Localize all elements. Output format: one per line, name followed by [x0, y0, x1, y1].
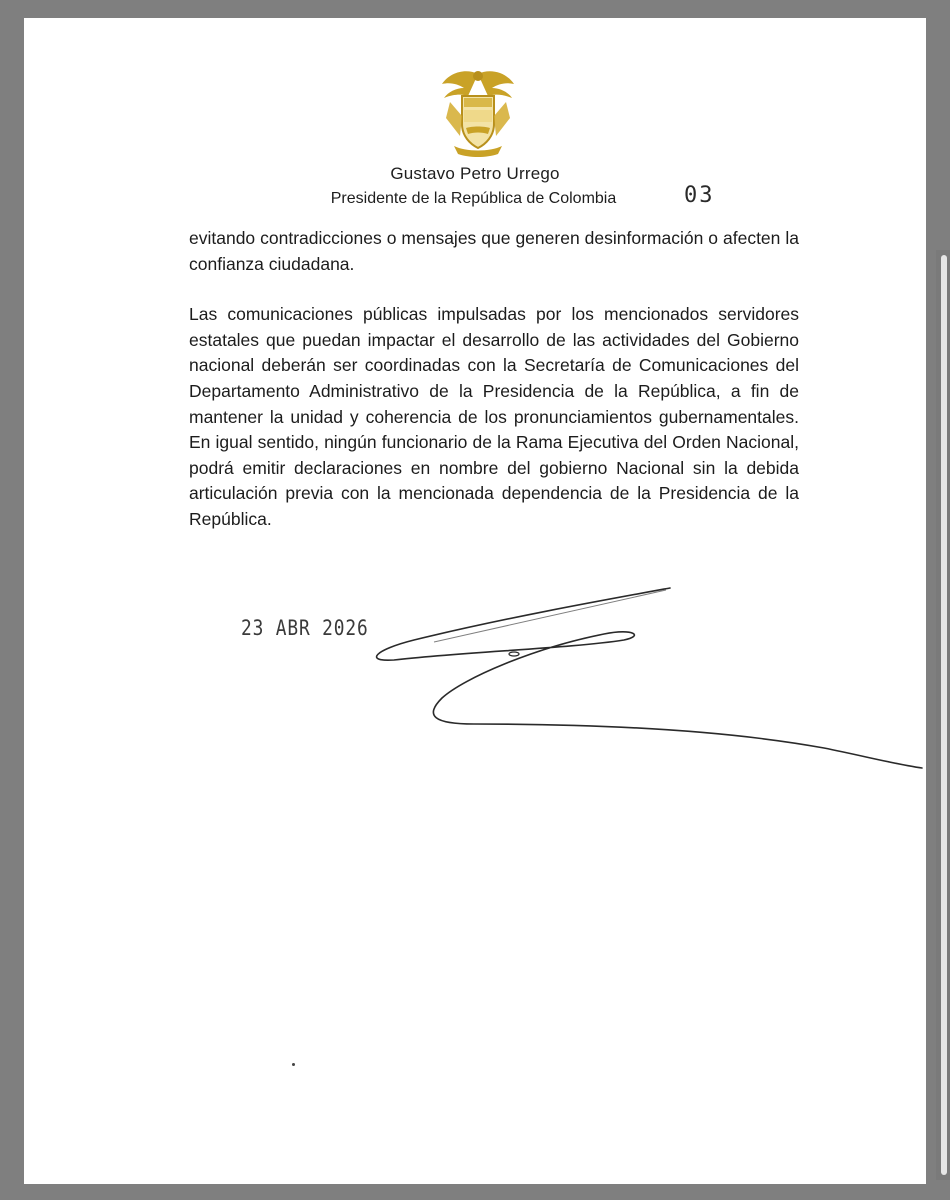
sender-name: Gustavo Petro Urrego	[390, 164, 560, 183]
sender-title: Presidente de la República de Colombia	[330, 190, 617, 207]
document-page	[24, 18, 926, 1184]
date-stamp: 23 ABR 2026	[241, 616, 369, 640]
scan-speck	[292, 1063, 295, 1066]
letter-body	[189, 226, 799, 558]
scrollbar-thumb[interactable]	[941, 255, 947, 1175]
body-paragraph: evitando contradicciones o mensajes que generen desinformación o afecten la confianza ciudadana.	[189, 228, 799, 274]
coat-of-arms-icon	[436, 66, 520, 158]
body-paragraph: Las comunicaciones públicas impulsadas por los mencionados servidores estatales que puedan impactar el desarrollo de las actividades del Gobierno nacional deberán ser coordinadas con la Secretaría de Comunicaciones del Departamento Administrativo de la Presidencia de la República, a fin de mantener la unidad y coherencia de los pronunciamientos gubernamentales. En igual sentido, ningún funcionario de la Rama Ejecutiva del Orden Nacional, podrá emitir declaraciones en nombre del gobierno Nacional sin la debida articulación previa con la mencionada dependencia de la Presidencia de la República.	[189, 304, 799, 529]
signature-icon	[354, 578, 926, 778]
page-number: 03	[684, 183, 715, 208]
